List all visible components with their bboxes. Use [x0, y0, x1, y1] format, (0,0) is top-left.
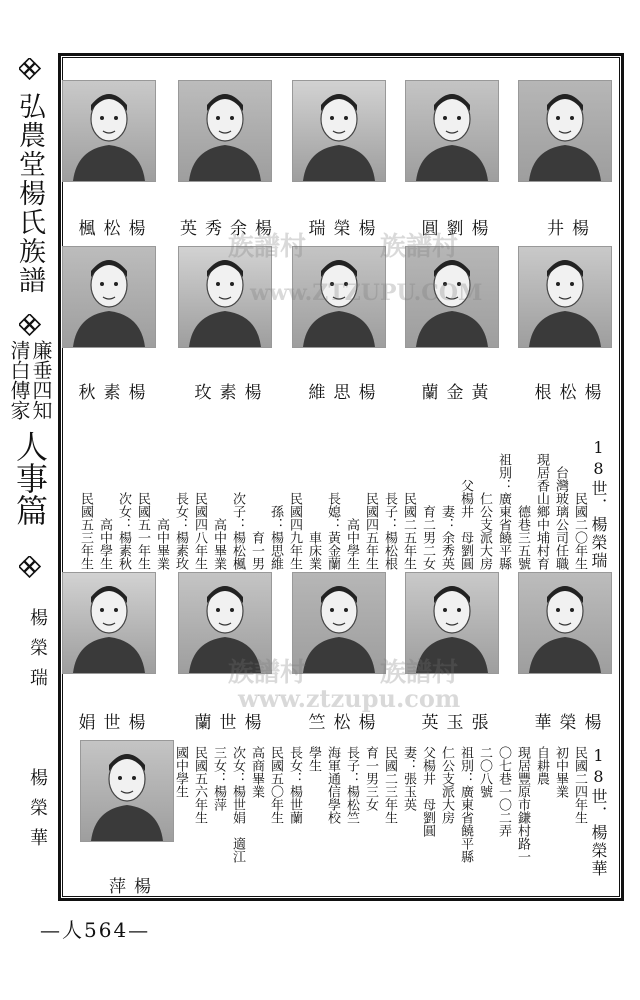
bio-line: 育二男二女: [420, 505, 435, 570]
watermark: www.ztzupu.com: [238, 684, 461, 713]
portrait-photo: [405, 80, 499, 182]
portrait-caption: 楊榮瑞: [308, 219, 384, 239]
bio-line: 民國二〇年生: [572, 492, 587, 570]
bio-line: 祖別：廣東省饒平縣: [458, 746, 473, 863]
bio-line: 高中畢業: [211, 518, 226, 570]
page-number: —人564—: [40, 918, 151, 942]
portrait-caption: 楊萍: [109, 877, 159, 897]
bio-line: 車床業: [306, 531, 321, 570]
portrait-caption: 楊素玫: [194, 383, 270, 403]
generation-heading: 18世．楊榮瑞: [589, 438, 608, 570]
bio-line: 民國五一年生: [135, 492, 150, 570]
person-silhouette-icon: [406, 573, 498, 673]
bio-line: 父楊井 母劉圓: [458, 479, 473, 570]
person-silhouette-icon: [293, 573, 385, 673]
portrait-photo: [62, 246, 156, 348]
bio-line: 高商畢業: [249, 746, 264, 798]
bio-line: 次女：楊素秋: [116, 492, 131, 570]
bio-line: 現居香山鄉中埔村育: [534, 453, 549, 570]
portrait-photo: [178, 246, 272, 348]
bio-line: 二〇八號: [477, 746, 492, 798]
portrait-caption: 楊劉圓: [421, 219, 497, 239]
bio-line: 國中學生: [173, 746, 188, 798]
bio-line: 高中學生: [344, 518, 359, 570]
bio-line: 台灣玻璃公司任職: [553, 466, 568, 570]
bio-line: 妻：張玉英: [401, 746, 416, 811]
portrait-photo: [292, 572, 386, 674]
portrait-caption: 楊世蘭: [194, 713, 270, 733]
bio-line: 孫：楊思維: [268, 505, 283, 570]
bio-line: 長女：楊素玫: [173, 492, 188, 570]
bio-yang-rongrui: [78, 410, 608, 570]
bio-line: 長女：楊世蘭: [287, 746, 302, 824]
watermark: www.ZTZUPU.COM: [250, 280, 483, 306]
portrait-caption: 楊榮華: [534, 713, 610, 733]
bio-line: 德巷三五號: [515, 505, 530, 570]
bio-line: 初中畢業: [553, 746, 568, 798]
person-silhouette-icon: [519, 573, 611, 673]
bio-line: 父楊井 母劉圓: [420, 746, 435, 837]
bio-line: 長媳：黃金蘭: [325, 492, 340, 570]
portrait-photo: [518, 246, 612, 348]
person-silhouette-icon: [63, 573, 155, 673]
person-silhouette-icon: [519, 247, 611, 347]
bio-line: 長子：楊松根: [382, 492, 397, 570]
genealogy-title: 弘農堂楊氏族譜: [14, 92, 45, 295]
bio-line: 次子：楊松楓: [230, 492, 245, 570]
watermark: 族譜村: [228, 658, 307, 688]
bio-line: 民國二五年生: [401, 492, 416, 570]
person-silhouette-icon: [406, 81, 498, 181]
portrait-caption: 楊世娟: [78, 713, 154, 733]
portrait-photo: [518, 80, 612, 182]
bio-line: 三女：楊萍: [211, 746, 226, 811]
bio-line: 民國五六年生: [192, 746, 207, 824]
section-title: 人事篇: [11, 430, 49, 526]
person-silhouette-icon: [406, 247, 498, 347]
generation-heading: 18世．楊榮華: [589, 746, 608, 878]
portrait-caption: 楊素秋: [78, 383, 154, 403]
bio-line: 自耕農: [534, 746, 549, 785]
person-silhouette-icon: [293, 247, 385, 347]
portrait-caption: 黃金蘭: [421, 383, 497, 403]
bio-line: 祖別：廣東省饒平縣: [496, 453, 511, 570]
motto-line-2: 清白傳家: [7, 340, 31, 420]
person-silhouette-icon: [179, 247, 271, 347]
bio-line: 民國四五年生: [363, 492, 378, 570]
bio-line: 育一男: [249, 531, 264, 570]
person-silhouette-icon: [179, 81, 271, 181]
person-silhouette-icon: [179, 573, 271, 673]
margin-name-1: 楊榮瑞: [27, 608, 48, 698]
portrait-caption: 楊松根: [534, 383, 610, 403]
portrait-caption: 楊思維: [308, 383, 384, 403]
motto-line-1: 廉垂四知: [29, 340, 53, 420]
portrait-photo: [518, 572, 612, 674]
bio-line: 仁公支派大房: [477, 492, 492, 570]
diamond-ornament-icon: [19, 556, 41, 578]
portrait-photo: [62, 572, 156, 674]
portrait-photo: [405, 246, 499, 348]
portrait-caption: 楊井: [547, 219, 597, 239]
bio-line: 民國四八年生: [192, 492, 207, 570]
person-silhouette-icon: [63, 81, 155, 181]
bio-line: 學生: [306, 746, 321, 772]
bio-line: 民國四九年生: [287, 492, 302, 570]
portrait-photo: [405, 572, 499, 674]
portrait-photo: [292, 246, 386, 348]
bio-line: 妻：余秀英: [439, 505, 454, 570]
bio-line: 民國五〇年生: [268, 746, 283, 824]
portrait-photo: [80, 740, 174, 842]
bio-yang-ronghua: [173, 746, 608, 906]
person-silhouette-icon: [81, 741, 173, 841]
person-silhouette-icon: [293, 81, 385, 181]
portrait-photo: [178, 80, 272, 182]
bio-line: 高中學生: [97, 518, 112, 570]
bio-line: 民國二四年生: [572, 746, 587, 824]
portrait-photo: [292, 80, 386, 182]
portrait-caption: 張玉英: [421, 713, 497, 733]
bio-line: 民國五三年生: [78, 492, 93, 570]
bio-line: 民國二三年生: [382, 746, 397, 824]
watermark: 族譜村: [228, 232, 307, 262]
bio-line: 〇七巷一〇二弄: [496, 746, 511, 837]
bio-line: 高中畢業: [154, 518, 169, 570]
bio-line: 育一男三女: [363, 746, 378, 811]
portrait-caption: 楊余秀英: [180, 219, 280, 239]
watermark: 族譜村: [380, 232, 459, 262]
bio-line: 仁公支派大房: [439, 746, 454, 824]
person-silhouette-icon: [63, 247, 155, 347]
person-silhouette-icon: [519, 81, 611, 181]
diamond-ornament-icon: [19, 58, 41, 80]
portrait-caption: 楊松竺: [308, 713, 384, 733]
bio-line: 現居豐原市鎌村路一: [515, 746, 530, 863]
portrait-photo: [62, 80, 156, 182]
bio-line: 海軍通信學校: [325, 746, 340, 824]
portrait-caption: 楊松楓: [78, 219, 154, 239]
portrait-photo: [178, 572, 272, 674]
diamond-ornament-icon: [19, 314, 41, 336]
watermark: 族譜村: [380, 658, 459, 688]
bio-line: 長子：楊松竺: [344, 746, 359, 824]
margin-name-2: 楊榮華: [27, 768, 48, 858]
bio-line: 次女：楊世娟 適江: [230, 746, 245, 863]
